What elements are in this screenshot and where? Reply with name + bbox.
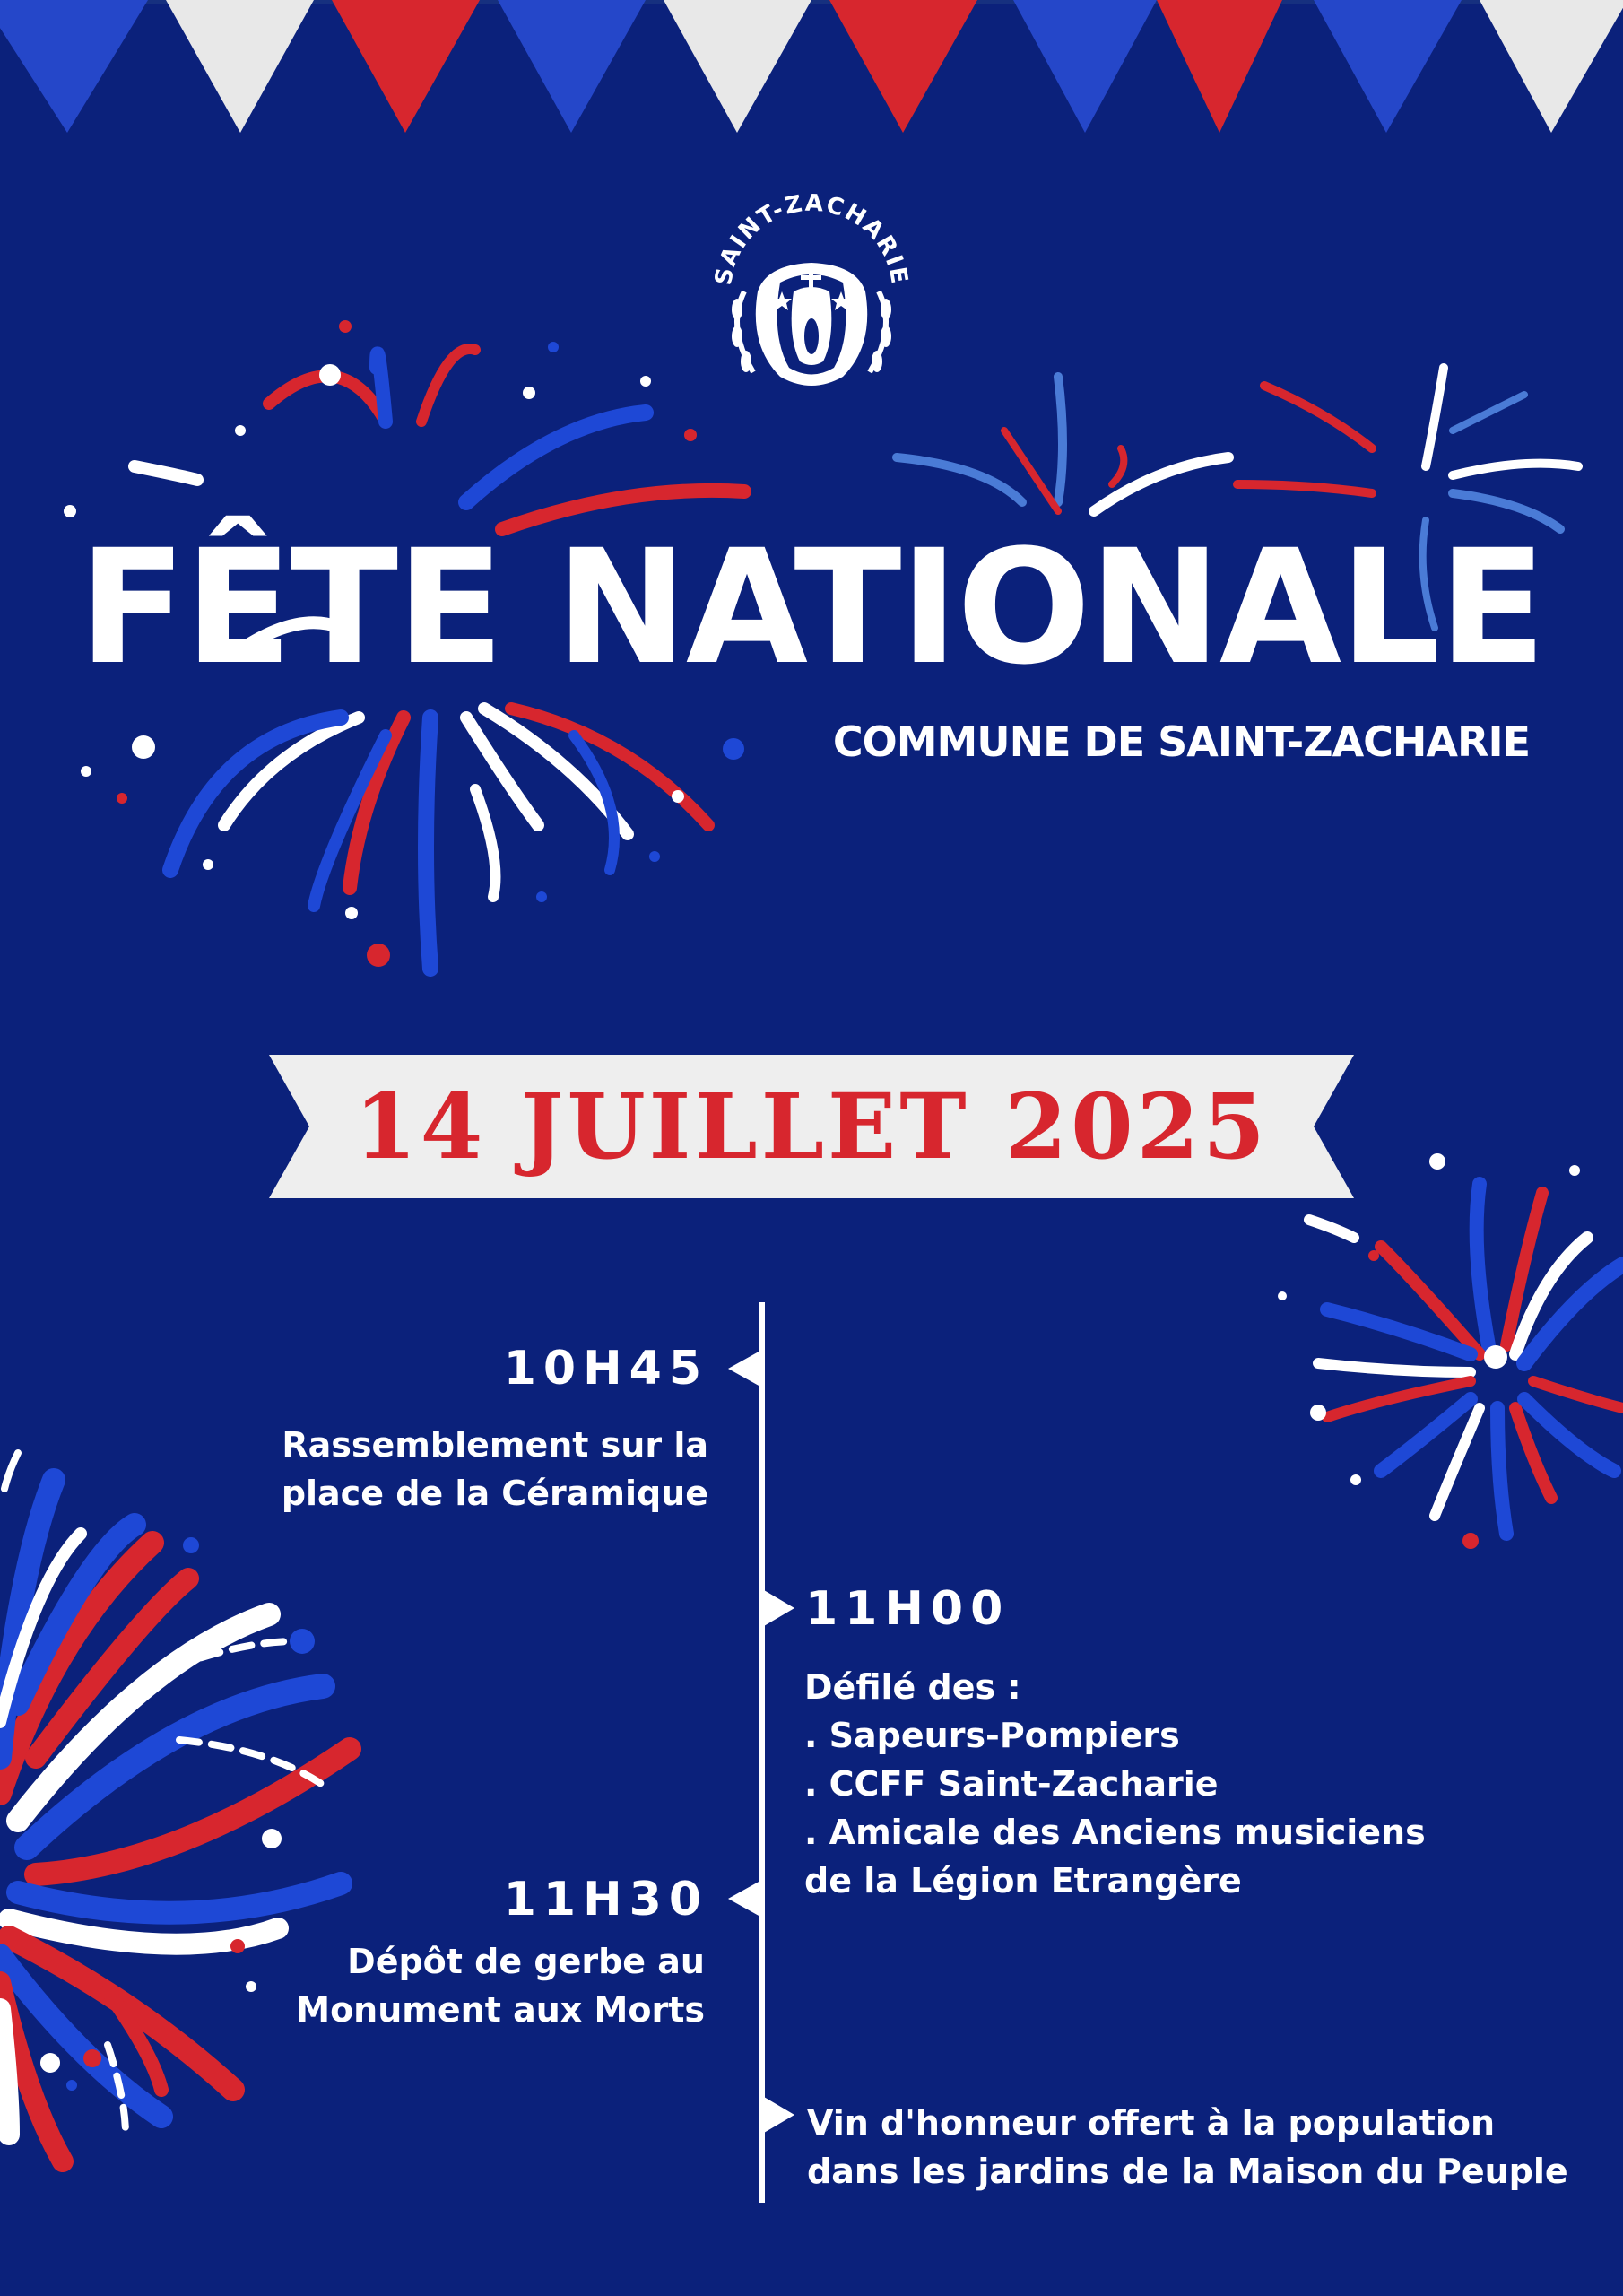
event-line: dans les jardins de la Maison du Peuple [807, 2152, 1568, 2191]
timeline-marker-left [728, 1881, 760, 1917]
event-time: 11H00 [805, 1582, 1011, 1636]
event-description [804, 1663, 1426, 1905]
crest-text: SAINT-ZACHARIE [709, 193, 913, 288]
event-line: Rassemblement sur la [282, 1425, 708, 1465]
event-line: Dépôt de gerbe au [347, 1942, 705, 1981]
event-time: 10H45 [503, 1342, 708, 1396]
event-description [807, 2099, 1568, 2196]
event-date: 14 JUILLET 2025 [354, 1074, 1269, 1179]
event-description [282, 1421, 708, 1518]
page-title: FÊTE NATIONALE [78, 516, 1545, 700]
timeline-axis [759, 1302, 765, 2203]
timeline-marker-right [764, 1590, 794, 1626]
event-line: . CCFF Saint-Zacharie [804, 1764, 1219, 1804]
event-line: de la Légion Etrangère [804, 1861, 1242, 1900]
event-line: . Amicale des Anciens musiciens [804, 1813, 1426, 1852]
event-line: . Sapeurs-Pompiers [804, 1716, 1180, 1755]
timeline-marker-left [728, 1351, 760, 1387]
event-line: place de la Céramique [281, 1474, 708, 1513]
event-description [296, 1937, 705, 2034]
event-line: Monument aux Morts [296, 1990, 705, 2030]
event-line: Défilé des : [804, 1667, 1021, 1707]
event-time: 11H30 [503, 1873, 708, 1926]
event-line: Vin d'honneur offert à la population [807, 2103, 1496, 2143]
timeline-marker-right [764, 2097, 794, 2133]
page-subtitle: COMMUNE DE SAINT-ZACHARIE [832, 718, 1530, 766]
